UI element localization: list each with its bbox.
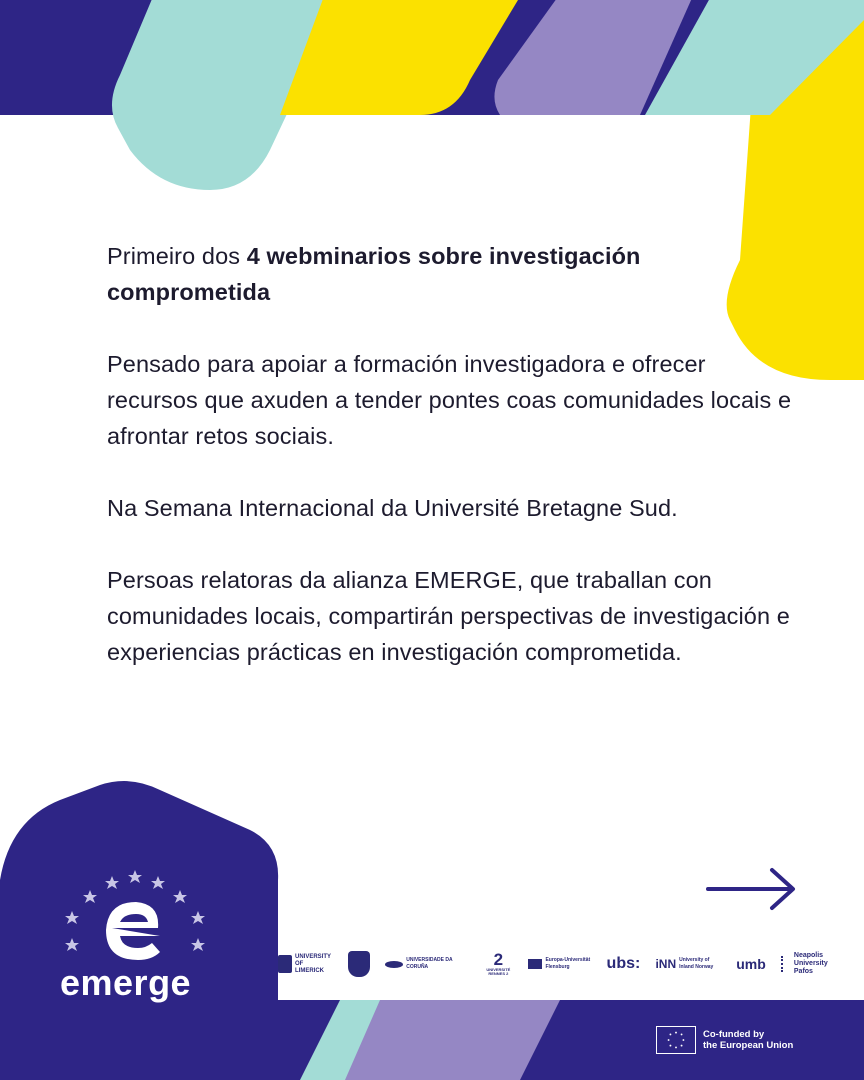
- partner-limerick: UNIVERSITY OF LIMERICK: [278, 954, 333, 975]
- paragraph-speakers: Persoas relatoras da alianza EMERGE, que traballan con comunidades locais, compartirán perspectivas de investigación e experiencias prácticas en investigación comprometida.: [107, 567, 790, 665]
- partner-crest: [348, 951, 370, 977]
- partner-inland-norway: iNN University of Inland Norway: [655, 956, 714, 971]
- university-crest-icon: [348, 951, 370, 977]
- eu-cofunded-text: [703, 1029, 793, 1051]
- partner-logos: [278, 942, 838, 986]
- paragraph-purpose: Pensado para apoiar a formación investigadora e ofrecer recursos que axuden a tender pontes coas comunidades locais e afrontar retos sociais.: [107, 351, 792, 449]
- heading: [107, 238, 797, 310]
- partner-umb: umb: [736, 956, 766, 972]
- partner-neapolis: Neapolis University Pafos: [781, 952, 838, 976]
- inn-logo-icon: iNN: [655, 956, 677, 971]
- emerge-wordmark: emerge: [60, 962, 192, 1003]
- partner-flensburg: Europa-Universität Flensburg: [528, 957, 591, 971]
- heading-bold: 4 webminarios sobre investigación comprometida: [107, 243, 641, 305]
- limerick-crest-icon: [278, 955, 292, 973]
- eu-flag-icon: [656, 1026, 696, 1054]
- eu-text-line1: Co-funded by: [703, 1029, 765, 1040]
- flensburg-logo-icon: [528, 959, 542, 969]
- partner-coruna: UNIVERSIDADE DA CORUÑA: [385, 957, 468, 971]
- neapolis-logo-icon: [781, 956, 791, 972]
- body-text: [107, 238, 797, 670]
- partner-ubs: ubs:: [606, 955, 641, 972]
- partner-rennes: 2 UNIVERSITÉ RENNES 2: [486, 950, 511, 976]
- heading-prefix: Primeiro dos: [107, 243, 247, 269]
- eu-text-line2: the European Union: [703, 1040, 794, 1051]
- emerge-e-stars-icon: [60, 866, 210, 966]
- arrow-right-icon[interactable]: [706, 866, 798, 912]
- rennes-logo-icon: 2: [493, 950, 504, 969]
- coruna-logo-icon: [385, 961, 403, 968]
- paragraph-event: Na Semana Internacional da Université Bretagne Sud.: [107, 495, 678, 521]
